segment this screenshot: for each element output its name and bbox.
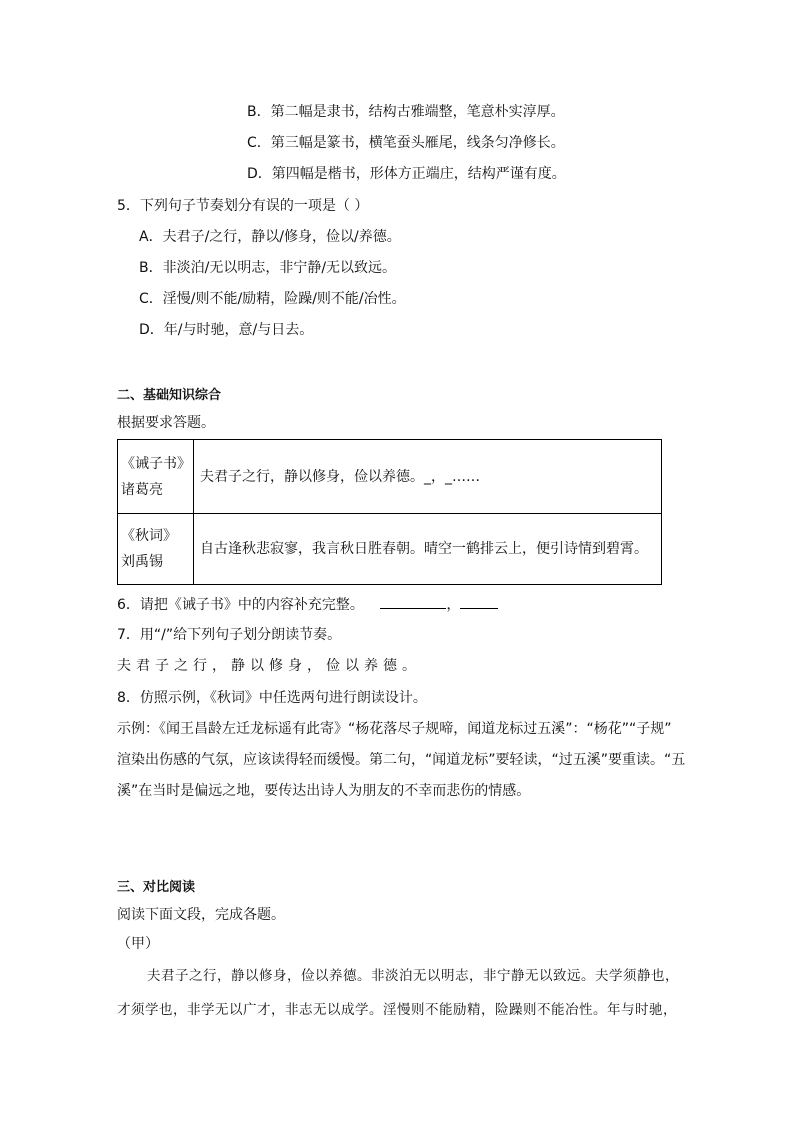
- passage-label: （甲）: [117, 936, 159, 952]
- passage-line-1: 夫君子之行，静以修身，俭以养德。非淡泊无以明志，非宁静无以致远。夫学须静也，: [147, 968, 679, 984]
- q7: 7．用“/”给下列句子划分朗读节奏。: [117, 627, 342, 643]
- poem-title: 《秋词》: [121, 528, 177, 544]
- q5-option-c: C．淫慢/则不能/励精，险躁/则不能/冶性。: [139, 291, 406, 307]
- poem-title: 《诫子书》: [121, 455, 191, 472]
- section2-heading: 二、基础知识综合: [117, 388, 222, 403]
- q4-option-c: C．第三幅是篆书，横笔蚕头雁尾，线条匀净修长。: [247, 135, 565, 151]
- section3-heading: 三、对比阅读: [117, 880, 196, 895]
- example-line-3: 溪”在当时是偏远之地，要传达出诗人为朋友的不幸而悲伤的情感。: [117, 783, 531, 799]
- table-cell-content: 自古逢秋悲寂寥，我言秋日胜春朝。晴空一鹤排云上，便引诗情到碧霄。: [194, 514, 662, 585]
- section2-instruction: 根据要求答题。: [117, 415, 215, 431]
- q6: [117, 594, 498, 615]
- q5-option-a: A．夫君子/之行，静以/修身，俭以/养德。: [139, 229, 401, 245]
- passage-line-2: 才须学也，非学无以广才，非志无以成学。淫慢则不能励精，险躁则不能冶性。年与时驰，: [117, 1002, 677, 1018]
- example-line-2: 渲染出伤感的气氛，应该读得轻而缓慢。第二句，“闻道龙标”要轻读，“过五溪”要重读。“五: [117, 752, 686, 768]
- q4-option-b: B．第二幅是隶书，结构古雅端整，笔意朴实淳厚。: [247, 104, 565, 120]
- q7-sentence: 夫君子之行，静以修身，俭以养德。: [117, 658, 421, 674]
- q5-question: 5．下列句子节奏划分有误的一项是（ ）: [117, 198, 369, 214]
- answer-blank-2[interactable]: [460, 594, 498, 609]
- example-line-1: 示例：《闻王昌龄左迁龙标遥有此寄》“杨花落尽子规啼，闻道龙标过五溪”：“杨花”“子规”: [117, 721, 672, 737]
- q4-option-d: D．第四幅是楷书，形体方正端庄，结构严谨有度。: [247, 166, 566, 182]
- answer-blank-1[interactable]: [380, 594, 446, 609]
- poem-author: 诸葛亮: [121, 481, 163, 498]
- q5-option-b: B．非淡泊/无以明志，非宁静/无以致远。: [139, 260, 397, 276]
- poem-author: 刘禹锡: [121, 554, 163, 570]
- q8: 8．仿照示例，《秋词》中任选两句进行朗读设计。: [117, 690, 427, 706]
- table-row: [118, 440, 662, 514]
- q5-option-d: D．年/与时驰，意/与日去。: [139, 322, 314, 338]
- table-cell-source: [118, 440, 194, 514]
- section3-instruction: 阅读下面文段，完成各题。: [117, 907, 285, 923]
- table-row: [118, 514, 662, 585]
- table-cell-source: [118, 514, 194, 585]
- q6-separator: ，: [446, 597, 461, 613]
- q6-text: 6．请把《诫子书》中的内容补充完整。: [117, 597, 364, 613]
- poem-table: [117, 439, 662, 585]
- table-cell-content: 夫君子之行，静以修身，俭以养德。_，_……: [194, 440, 662, 514]
